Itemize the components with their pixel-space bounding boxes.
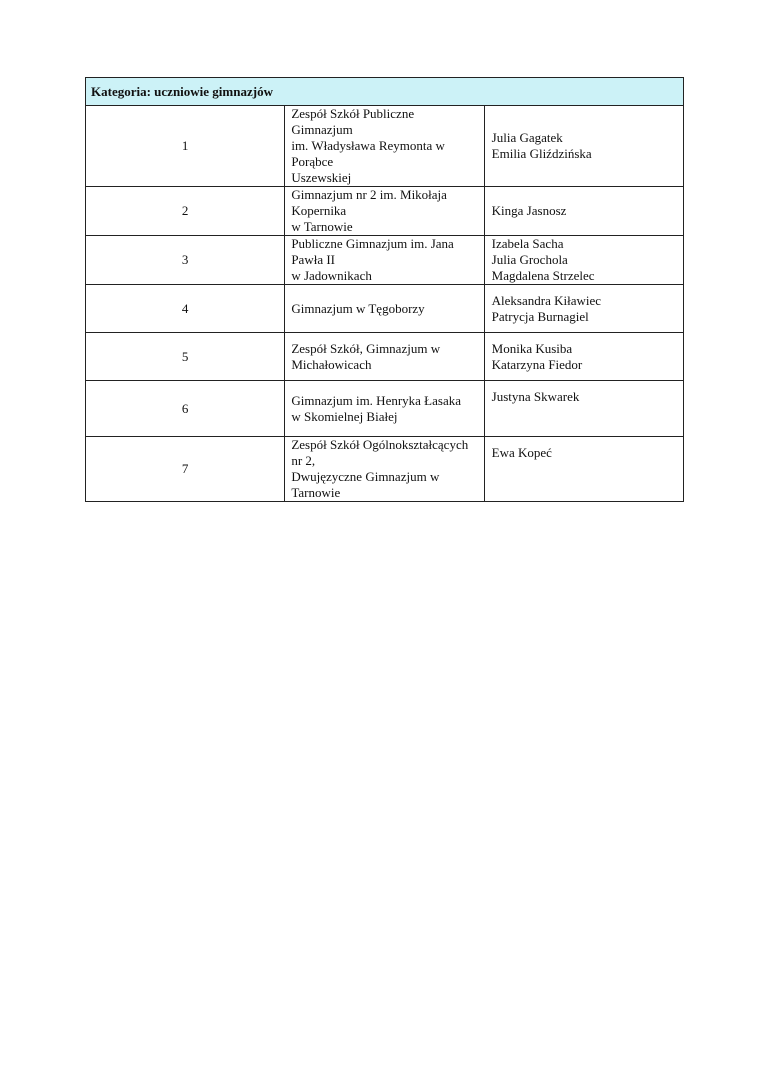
school-line: Uszewskiej	[291, 170, 352, 185]
student-name: Patrycja Burnagiel	[491, 308, 589, 324]
school-name	[285, 236, 484, 285]
row-number: 2	[86, 187, 285, 236]
school-line: im. Władysława Reymonta w Porąbce	[291, 138, 445, 169]
table-row	[86, 236, 684, 285]
student-name: Justyna Skwarek	[491, 389, 580, 404]
student-name: Ewa Kopeć	[491, 445, 552, 460]
student-names	[484, 106, 683, 187]
school-line: Zespół Szkół Ogólnokształcących nr 2,	[291, 437, 469, 468]
school-line: Dwujęzyczne Gimnazjum w Tarnowie	[291, 469, 440, 500]
table-row	[86, 187, 684, 236]
student-names	[484, 285, 683, 333]
category-title: Kategoria: uczniowie gimnazjów	[86, 78, 684, 106]
school-line: Zespół Szkół Publiczne Gimnazjum	[291, 106, 415, 137]
school-name	[285, 285, 484, 333]
school-line: Zespół Szkół, Gimnazjum w Michałowicach	[291, 340, 441, 372]
school-line: Publiczne Gimnazjum im. Jana Pawła II	[291, 236, 454, 267]
row-number: 4	[86, 285, 285, 333]
school-name	[285, 187, 484, 236]
document-page	[85, 77, 684, 502]
table-row	[86, 106, 684, 187]
row-number: 7	[86, 437, 285, 502]
student-name: Emilia Gliździńska	[491, 146, 592, 161]
student-name: Julia Gagatek	[491, 130, 563, 145]
student-name: Katarzyna Fiedor	[491, 356, 583, 372]
student-names	[484, 333, 683, 381]
table-row	[86, 381, 684, 437]
row-number: 1	[86, 106, 285, 187]
student-name: Izabela Sacha	[491, 236, 564, 251]
student-names	[484, 187, 683, 236]
student-names	[484, 381, 683, 437]
student-name: Kinga Jasnosz	[491, 203, 567, 218]
table-row	[86, 333, 684, 381]
school-name	[285, 106, 484, 187]
school-name	[285, 437, 484, 502]
school-line: Gimnazjum im. Henryka Łasaka	[291, 392, 461, 408]
student-name: Julia Grochola	[491, 252, 568, 267]
table-row	[86, 437, 684, 502]
school-line: w Skomielnej Białej	[291, 408, 398, 424]
category-header-row	[86, 78, 684, 106]
school-name	[285, 333, 484, 381]
school-line: Gimnazjum nr 2 im. Mikołaja Kopernika	[291, 187, 447, 218]
student-name: Monika Kusiba	[491, 340, 573, 356]
row-number: 3	[86, 236, 285, 285]
school-line: w Tarnowie	[291, 219, 353, 234]
student-names	[484, 236, 683, 285]
student-name: Magdalena Strzelec	[491, 268, 595, 283]
student-name: Aleksandra Kiławiec	[491, 292, 602, 308]
school-name	[285, 381, 484, 437]
results-table	[85, 77, 684, 502]
table-row	[86, 285, 684, 333]
row-number: 6	[86, 381, 285, 437]
student-names	[484, 437, 683, 502]
row-number: 5	[86, 333, 285, 381]
school-line: Gimnazjum w Tęgoborzy	[291, 300, 425, 316]
school-line: w Jadownikach	[291, 268, 372, 283]
